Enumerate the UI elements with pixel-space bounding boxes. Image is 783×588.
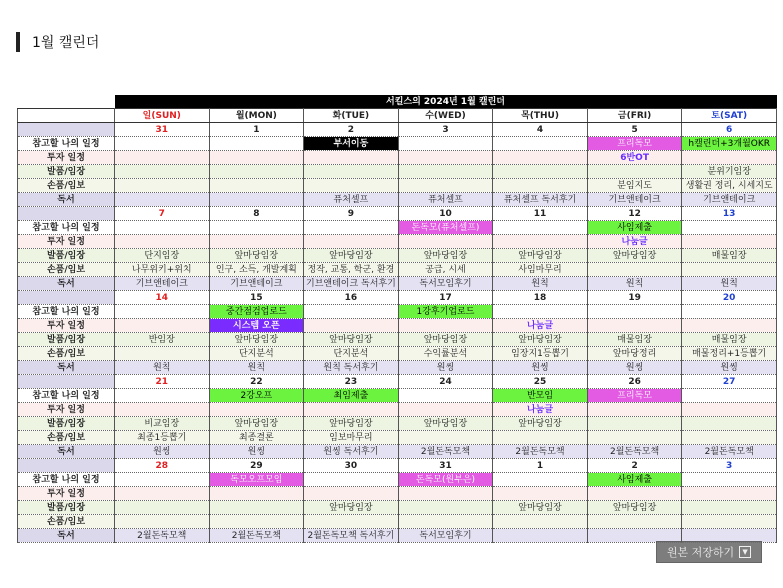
event-cell[interactable]: 앞마당임장 xyxy=(398,249,493,263)
schedule-row xyxy=(18,361,777,375)
event-cell[interactable] xyxy=(398,403,493,417)
event-cell[interactable] xyxy=(493,431,588,445)
event-cell[interactable]: 임보마무리 xyxy=(304,431,399,445)
event-cell[interactable] xyxy=(493,221,588,235)
event-cell[interactable] xyxy=(682,501,777,515)
event-cell[interactable]: 앞마당임장 xyxy=(209,417,304,431)
event-cell[interactable] xyxy=(209,235,304,249)
heading-bar xyxy=(16,32,20,52)
event-cell[interactable] xyxy=(493,137,588,151)
event-cell[interactable] xyxy=(682,221,777,235)
row-label: 투자 일정 xyxy=(18,403,115,417)
event-cell[interactable]: 앞마당임장 xyxy=(493,333,588,347)
event-cell[interactable]: 앞마당정리 xyxy=(587,347,682,361)
event-cell[interactable] xyxy=(115,165,210,179)
date-cell[interactable]: 10 xyxy=(398,207,493,221)
event-cell[interactable]: 앞마당임장 xyxy=(304,417,399,431)
event-cell[interactable]: 앞마당임장 xyxy=(304,333,399,347)
event-cell[interactable] xyxy=(115,473,210,487)
event-cell[interactable] xyxy=(304,221,399,235)
date-cell[interactable]: 22 xyxy=(209,375,304,389)
event-cell[interactable] xyxy=(115,501,210,515)
event-cell[interactable] xyxy=(398,151,493,165)
event-cell[interactable] xyxy=(493,151,588,165)
event-cell[interactable] xyxy=(398,487,493,501)
event-cell[interactable] xyxy=(115,179,210,193)
event-cell[interactable]: 앞마당임장 xyxy=(587,249,682,263)
event-cell[interactable]: 임장지1등뽑기 xyxy=(493,347,588,361)
event-cell[interactable] xyxy=(682,473,777,487)
event-cell[interactable]: 원칙 xyxy=(682,277,777,291)
event-cell[interactable]: 1강후기업로드 xyxy=(398,305,493,319)
schedule-row xyxy=(18,193,777,207)
date-cell[interactable]: 29 xyxy=(209,459,304,473)
event-cell[interactable] xyxy=(115,235,210,249)
date-cell[interactable]: 27 xyxy=(682,375,777,389)
schedule-row xyxy=(18,389,777,403)
date-cell[interactable]: 4 xyxy=(493,123,588,137)
event-cell[interactable]: 원칙 독서후기 xyxy=(304,361,399,375)
date-cell[interactable]: 5 xyxy=(587,123,682,137)
date-cell[interactable]: 23 xyxy=(304,375,399,389)
event-cell[interactable] xyxy=(209,137,304,151)
event-cell[interactable]: 매물임장 xyxy=(682,249,777,263)
event-cell[interactable] xyxy=(304,179,399,193)
event-cell[interactable]: 최종결론 xyxy=(209,431,304,445)
save-original-button[interactable] xyxy=(656,541,762,563)
event-cell[interactable] xyxy=(587,515,682,529)
event-cell[interactable] xyxy=(209,165,304,179)
row-label: 참고할 나의 일정 xyxy=(18,389,115,403)
row-label: 손품/임보 xyxy=(18,179,115,193)
event-cell[interactable]: 공급, 시세 xyxy=(398,263,493,277)
event-cell[interactable]: 2강오프 xyxy=(209,389,304,403)
event-cell[interactable]: 프리독모 xyxy=(587,389,682,403)
event-cell[interactable] xyxy=(398,515,493,529)
event-cell[interactable] xyxy=(587,305,682,319)
event-cell[interactable]: 나무위키+위치 xyxy=(115,263,210,277)
event-cell[interactable] xyxy=(493,529,588,543)
weekday-header: 토(SAT) xyxy=(682,109,777,123)
date-row xyxy=(18,291,777,305)
event-cell[interactable]: 원씽 xyxy=(587,361,682,375)
schedule-row xyxy=(18,347,777,361)
event-cell[interactable] xyxy=(115,487,210,501)
event-cell[interactable] xyxy=(209,151,304,165)
event-cell[interactable]: 프리독모 xyxy=(587,137,682,151)
event-cell[interactable]: 단지분석 xyxy=(209,347,304,361)
page-heading xyxy=(16,32,99,52)
event-cell[interactable]: 원씽 xyxy=(398,361,493,375)
event-cell[interactable]: 사임마무리 xyxy=(493,263,588,277)
event-cell[interactable]: 앞마당임장 xyxy=(398,417,493,431)
event-cell[interactable]: 2월돈독모책 xyxy=(209,529,304,543)
weekday-header: 일(SUN) xyxy=(115,109,210,123)
event-cell[interactable] xyxy=(115,193,210,207)
event-cell[interactable]: 원씽 xyxy=(682,361,777,375)
event-cell[interactable] xyxy=(398,179,493,193)
weekday-header-blank xyxy=(18,109,115,123)
event-cell[interactable] xyxy=(304,165,399,179)
event-cell[interactable] xyxy=(398,165,493,179)
date-cell[interactable]: 24 xyxy=(398,375,493,389)
date-cell[interactable]: 1 xyxy=(209,123,304,137)
date-cell[interactable]: 9 xyxy=(304,207,399,221)
event-cell[interactable]: 생활권 정리, 시세지도 xyxy=(682,179,777,193)
event-cell[interactable] xyxy=(304,235,399,249)
event-cell[interactable] xyxy=(115,403,210,417)
event-cell[interactable]: 중간점검업로드 xyxy=(209,305,304,319)
row-label: 독서 xyxy=(18,277,115,291)
event-cell[interactable]: 사임제출 xyxy=(587,221,682,235)
event-cell[interactable] xyxy=(398,501,493,515)
date-row xyxy=(18,207,777,221)
row-label: 참고할 나의 일정 xyxy=(18,221,115,235)
event-cell[interactable]: 원칙 xyxy=(209,361,304,375)
row-label: 투자 일정 xyxy=(18,235,115,249)
event-cell[interactable] xyxy=(209,515,304,529)
event-cell[interactable] xyxy=(115,389,210,403)
event-cell[interactable]: 앞마당임장 xyxy=(209,249,304,263)
event-cell[interactable]: 매물정리+1등뽑기 xyxy=(682,347,777,361)
date-cell[interactable]: 12 xyxy=(587,207,682,221)
event-cell[interactable]: 기브앤테이크 독서후기 xyxy=(304,277,399,291)
row-label: 독서 xyxy=(18,445,115,459)
event-cell[interactable] xyxy=(398,389,493,403)
event-cell[interactable] xyxy=(682,515,777,529)
row-label: 독서 xyxy=(18,361,115,375)
date-cell[interactable]: 14 xyxy=(115,291,210,305)
event-cell[interactable]: 단지임장 xyxy=(115,249,210,263)
event-cell[interactable] xyxy=(682,305,777,319)
event-cell[interactable] xyxy=(209,487,304,501)
schedule-row xyxy=(18,263,777,277)
event-cell[interactable] xyxy=(682,403,777,417)
event-cell[interactable] xyxy=(115,137,210,151)
event-cell[interactable]: 2월돈독모책 xyxy=(682,445,777,459)
event-cell[interactable]: 원씽 xyxy=(115,445,210,459)
schedule-row xyxy=(18,515,777,529)
row-label: 발품/임장 xyxy=(18,333,115,347)
event-cell[interactable] xyxy=(587,165,682,179)
event-cell[interactable]: 매물임장 xyxy=(682,333,777,347)
event-cell[interactable]: 기브앤테이크 xyxy=(682,193,777,207)
schedule-row xyxy=(18,417,777,431)
page-title: 1월 캘린더 xyxy=(32,35,100,51)
date-cell[interactable]: 31 xyxy=(398,459,493,473)
schedule-row xyxy=(18,501,777,515)
event-cell[interactable]: 퓨처셀프 독서후기 xyxy=(493,193,588,207)
event-cell[interactable] xyxy=(398,235,493,249)
event-cell[interactable]: 퓨처셀프 xyxy=(304,193,399,207)
date-row xyxy=(18,459,777,473)
event-cell[interactable]: 2월돈독모책 xyxy=(493,445,588,459)
event-cell[interactable] xyxy=(682,487,777,501)
date-row-label xyxy=(18,123,115,137)
event-cell[interactable] xyxy=(493,487,588,501)
event-cell[interactable] xyxy=(587,263,682,277)
event-cell[interactable]: 앞마당임장 xyxy=(493,501,588,515)
row-label: 투자 일정 xyxy=(18,319,115,333)
schedule-row xyxy=(18,431,777,445)
event-cell[interactable] xyxy=(304,515,399,529)
event-cell[interactable]: 기브앤테이크 xyxy=(115,277,210,291)
event-cell[interactable]: 반모임 xyxy=(493,389,588,403)
event-cell[interactable]: 최종1등뽑기 xyxy=(115,431,210,445)
event-cell[interactable] xyxy=(304,487,399,501)
event-cell[interactable] xyxy=(304,403,399,417)
weekday-header: 월(MON) xyxy=(209,109,304,123)
event-cell[interactable] xyxy=(493,305,588,319)
event-cell[interactable] xyxy=(587,319,682,333)
event-cell[interactable] xyxy=(209,179,304,193)
weekday-header: 수(WED) xyxy=(398,109,493,123)
row-label: 참고할 나의 일정 xyxy=(18,473,115,487)
event-cell[interactable] xyxy=(587,403,682,417)
event-cell[interactable] xyxy=(304,319,399,333)
event-cell[interactable]: 앞마당임장 xyxy=(493,417,588,431)
date-cell[interactable]: 26 xyxy=(587,375,682,389)
event-cell[interactable]: 앞마당임장 xyxy=(304,249,399,263)
event-cell[interactable]: 반임장 xyxy=(115,333,210,347)
date-cell[interactable]: 3 xyxy=(398,123,493,137)
event-cell[interactable]: 독모오프모임 xyxy=(209,473,304,487)
date-cell[interactable]: 28 xyxy=(115,459,210,473)
event-cell[interactable]: 나눔글 xyxy=(493,403,588,417)
schedule-row xyxy=(18,319,777,333)
event-cell[interactable] xyxy=(682,431,777,445)
event-cell[interactable]: 나눔글 xyxy=(587,235,682,249)
schedule-row xyxy=(18,333,777,347)
event-cell[interactable]: 원칙 xyxy=(493,277,588,291)
event-cell[interactable]: 독서모임후기 xyxy=(398,529,493,543)
event-cell[interactable]: 퓨처셀프 xyxy=(398,193,493,207)
event-cell[interactable]: 2월돈독모책 독서후기 xyxy=(304,529,399,543)
schedule-row xyxy=(18,235,777,249)
event-cell[interactable]: 기브앤테이크 xyxy=(587,193,682,207)
schedule-row xyxy=(18,137,777,151)
event-cell[interactable]: 정작, 교통, 학군, 환경 xyxy=(304,263,399,277)
date-row-label xyxy=(18,207,115,221)
event-cell[interactable] xyxy=(682,417,777,431)
schedule-row xyxy=(18,165,777,179)
event-cell[interactable] xyxy=(209,193,304,207)
event-cell[interactable]: 매물임장 xyxy=(587,333,682,347)
row-label: 참고할 나의 일정 xyxy=(18,137,115,151)
schedule-row xyxy=(18,151,777,165)
event-cell[interactable]: 최임제출 xyxy=(304,389,399,403)
event-cell[interactable] xyxy=(682,151,777,165)
event-cell[interactable] xyxy=(115,305,210,319)
row-label: 투자 일정 xyxy=(18,487,115,501)
row-label: 발품/임장 xyxy=(18,249,115,263)
event-cell[interactable]: 원씽 xyxy=(209,445,304,459)
event-cell[interactable] xyxy=(209,403,304,417)
event-cell[interactable]: 독서모임후기 xyxy=(398,277,493,291)
event-cell[interactable]: 나눔글 xyxy=(493,319,588,333)
event-cell[interactable]: 비교임장 xyxy=(115,417,210,431)
row-label: 손품/임보 xyxy=(18,515,115,529)
event-cell[interactable]: h캘린더+3개월OKR xyxy=(682,137,777,151)
banner-blank xyxy=(18,95,115,109)
event-cell[interactable] xyxy=(398,431,493,445)
date-cell[interactable]: 17 xyxy=(398,291,493,305)
event-cell[interactable] xyxy=(587,487,682,501)
date-cell[interactable]: 16 xyxy=(304,291,399,305)
row-label: 발품/임장 xyxy=(18,165,115,179)
date-cell[interactable]: 30 xyxy=(304,459,399,473)
date-cell[interactable]: 7 xyxy=(115,207,210,221)
event-cell[interactable] xyxy=(209,501,304,515)
event-cell[interactable]: 앞마당임장 xyxy=(209,333,304,347)
event-cell[interactable] xyxy=(682,319,777,333)
date-cell[interactable]: 6 xyxy=(682,123,777,137)
date-cell[interactable]: 2 xyxy=(304,123,399,137)
schedule-row xyxy=(18,249,777,263)
date-cell[interactable]: 18 xyxy=(493,291,588,305)
date-cell[interactable]: 15 xyxy=(209,291,304,305)
schedule-row xyxy=(18,403,777,417)
row-label: 투자 일정 xyxy=(18,151,115,165)
event-cell[interactable]: 시스템 오픈 xyxy=(209,319,304,333)
event-cell[interactable]: 2월돈독모책 xyxy=(398,445,493,459)
schedule-row xyxy=(18,179,777,193)
schedule-row xyxy=(18,221,777,235)
event-cell[interactable]: 기브앤테이크 xyxy=(209,277,304,291)
date-cell[interactable]: 8 xyxy=(209,207,304,221)
event-cell[interactable]: 6반OT xyxy=(587,151,682,165)
event-cell[interactable] xyxy=(682,235,777,249)
event-cell[interactable]: 분위기임장 xyxy=(682,165,777,179)
row-label: 손품/임보 xyxy=(18,431,115,445)
event-cell[interactable] xyxy=(587,417,682,431)
event-cell[interactable]: 부서이동 xyxy=(304,137,399,151)
date-cell[interactable]: 31 xyxy=(115,123,210,137)
event-cell[interactable]: 분임지도 xyxy=(587,179,682,193)
save-original-label: 원본 저장하기 xyxy=(666,546,735,559)
calendar-table xyxy=(17,95,777,543)
event-cell[interactable] xyxy=(493,515,588,529)
event-cell[interactable]: 돈독모(퓨처셀프) xyxy=(398,221,493,235)
event-cell[interactable] xyxy=(493,235,588,249)
date-cell[interactable]: 21 xyxy=(115,375,210,389)
event-cell[interactable]: 사임제출 xyxy=(587,473,682,487)
event-cell[interactable] xyxy=(682,263,777,277)
event-cell[interactable] xyxy=(115,151,210,165)
download-icon: ▼ xyxy=(739,546,751,558)
event-cell[interactable]: 2월돈독모책 xyxy=(587,445,682,459)
row-label: 독서 xyxy=(18,193,115,207)
event-cell[interactable] xyxy=(115,515,210,529)
calendar-banner-row xyxy=(18,95,777,109)
date-cell[interactable]: 19 xyxy=(587,291,682,305)
date-row xyxy=(18,123,777,137)
row-label: 손품/임보 xyxy=(18,263,115,277)
event-cell[interactable] xyxy=(493,179,588,193)
event-cell[interactable]: 수익률분석 xyxy=(398,347,493,361)
date-cell[interactable]: 11 xyxy=(493,207,588,221)
date-cell[interactable]: 1 xyxy=(493,459,588,473)
event-cell[interactable]: 원칙 xyxy=(115,361,210,375)
weekday-header: 화(TUE) xyxy=(304,109,399,123)
event-cell[interactable]: 원씽 독서후기 xyxy=(304,445,399,459)
date-row-label xyxy=(18,459,115,473)
event-cell[interactable] xyxy=(493,165,588,179)
event-cell[interactable] xyxy=(304,151,399,165)
weekday-header: 목(THU) xyxy=(493,109,588,123)
date-cell[interactable]: 2 xyxy=(587,459,682,473)
schedule-row xyxy=(18,473,777,487)
event-cell[interactable] xyxy=(304,305,399,319)
row-label: 손품/임보 xyxy=(18,347,115,361)
date-row-label xyxy=(18,375,115,389)
row-label: 독서 xyxy=(18,529,115,543)
event-cell[interactable] xyxy=(398,319,493,333)
weekday-header: 금(FRI) xyxy=(587,109,682,123)
event-cell[interactable] xyxy=(587,431,682,445)
schedule-row xyxy=(18,277,777,291)
date-row-label xyxy=(18,291,115,305)
date-cell[interactable]: 25 xyxy=(493,375,588,389)
event-cell[interactable]: 돈독모(원부은) xyxy=(398,473,493,487)
event-cell[interactable]: 원칙 xyxy=(587,277,682,291)
event-cell[interactable]: 앞마당임장 xyxy=(587,501,682,515)
date-cell[interactable]: 20 xyxy=(682,291,777,305)
event-cell[interactable] xyxy=(115,221,210,235)
event-cell[interactable]: 2월돈독모책 xyxy=(115,529,210,543)
date-cell[interactable]: 13 xyxy=(682,207,777,221)
schedule-row xyxy=(18,445,777,459)
event-cell[interactable]: 앞마당임장 xyxy=(304,501,399,515)
row-label: 발품/임장 xyxy=(18,417,115,431)
calendar-banner: 서킬스의 2024년 1월 캘린더 xyxy=(115,95,777,109)
event-cell[interactable]: 원씽 xyxy=(493,361,588,375)
event-cell[interactable] xyxy=(493,473,588,487)
event-cell[interactable] xyxy=(115,347,210,361)
event-cell[interactable]: 앞마당임장 xyxy=(398,333,493,347)
event-cell[interactable]: 인구, 소득, 개발계획 xyxy=(209,263,304,277)
event-cell[interactable] xyxy=(304,473,399,487)
schedule-row xyxy=(18,487,777,501)
row-label: 참고할 나의 일정 xyxy=(18,305,115,319)
event-cell[interactable] xyxy=(209,221,304,235)
row-label: 발품/임장 xyxy=(18,501,115,515)
event-cell[interactable]: 단지분석 xyxy=(304,347,399,361)
date-row xyxy=(18,375,777,389)
event-cell[interactable] xyxy=(682,389,777,403)
event-cell[interactable] xyxy=(115,319,210,333)
event-cell[interactable] xyxy=(398,137,493,151)
schedule-row xyxy=(18,305,777,319)
event-cell[interactable]: 앞마당임장 xyxy=(493,249,588,263)
date-cell[interactable]: 3 xyxy=(682,459,777,473)
weekday-header-row xyxy=(18,109,777,123)
